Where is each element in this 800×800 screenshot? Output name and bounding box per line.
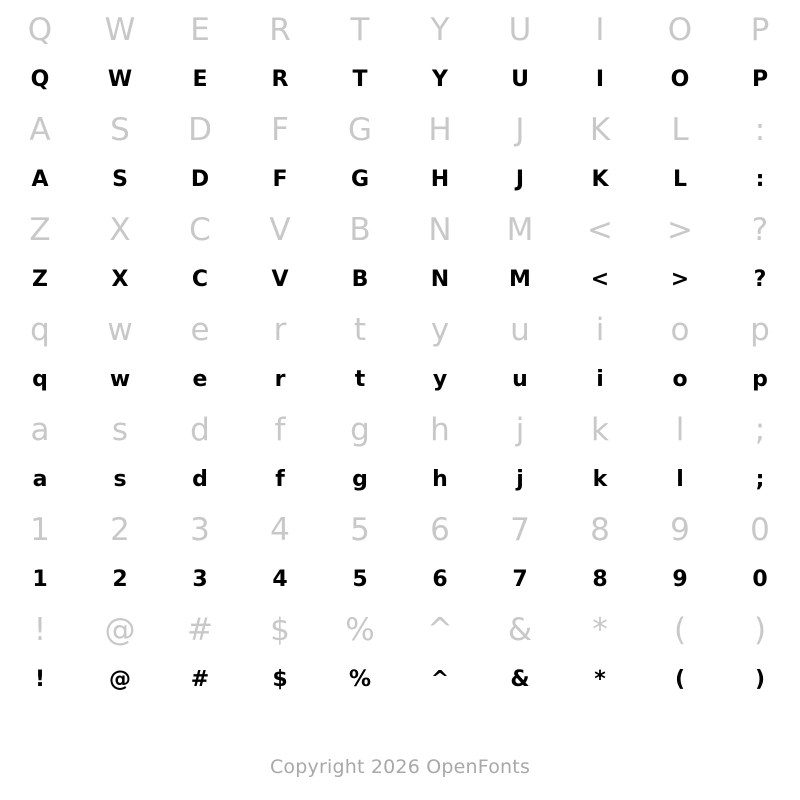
- glyph-cell: r: [273, 311, 287, 348]
- glyph-cell: 5: [350, 511, 370, 548]
- glyph-cell: 8: [590, 511, 610, 548]
- glyph-cell: 0: [752, 567, 768, 592]
- glyph-cell: l: [676, 467, 684, 492]
- glyph-row-light: [0, 4, 800, 56]
- glyph-cell: M: [506, 211, 534, 248]
- glyph-cell: d: [192, 467, 208, 492]
- glyph-row-bold: [0, 356, 800, 404]
- glyph-cell: M: [509, 267, 531, 292]
- glyph-cell: J: [515, 111, 525, 148]
- glyph-cell: P: [751, 67, 769, 92]
- glyph-cell: X: [109, 211, 131, 248]
- glyph-cell: F: [271, 111, 289, 148]
- glyph-row-bold: [0, 56, 800, 104]
- glyph-cell: f: [274, 411, 286, 448]
- glyph-cell: P: [750, 11, 770, 48]
- glyph-cell: u: [512, 367, 528, 392]
- glyph-cell: O: [667, 11, 693, 48]
- glyph-cell: q: [30, 311, 50, 348]
- glyph-cell: f: [275, 467, 285, 492]
- glyph-cell: t: [354, 367, 366, 392]
- glyph-cell: R: [269, 11, 291, 48]
- glyph-cell: $: [270, 611, 290, 648]
- glyph-cell: S: [112, 167, 128, 192]
- glyph-cell: o: [670, 311, 690, 348]
- glyph-cell: >: [667, 211, 693, 248]
- glyph-row-bold: [0, 456, 800, 504]
- glyph-cell: *: [594, 667, 606, 692]
- glyph-cell: w: [109, 367, 131, 392]
- glyph-cell: ): [753, 611, 767, 648]
- glyph-cell: a: [32, 467, 48, 492]
- glyph-cell: 6: [430, 511, 450, 548]
- glyph-cell: D: [188, 111, 212, 148]
- glyph-cell: p: [750, 311, 770, 348]
- glyph-cell: j: [516, 467, 524, 492]
- glyph-cell: E: [192, 67, 208, 92]
- glyph-cell: i: [596, 367, 604, 392]
- glyph-cell: K: [589, 111, 611, 148]
- glyph-cell: C: [191, 267, 209, 292]
- glyph-cell: T: [350, 11, 370, 48]
- glyph-cell: #: [187, 611, 213, 648]
- glyph-cell: W: [104, 11, 136, 48]
- glyph-cell: 1: [32, 567, 48, 592]
- glyph-cell: H: [428, 111, 452, 148]
- glyph-cell: ;: [754, 411, 766, 448]
- glyph-cell: 1: [30, 511, 50, 548]
- glyph-cell: S: [110, 111, 130, 148]
- glyph-cell: s: [113, 467, 127, 492]
- glyph-cell: F: [272, 167, 288, 192]
- glyph-cell: H: [430, 167, 450, 192]
- glyph-cell: C: [189, 211, 211, 248]
- glyph-cell: &: [507, 611, 533, 648]
- glyph-cell: g: [350, 411, 370, 448]
- glyph-cell: 6: [432, 567, 448, 592]
- glyph-cell: X: [111, 267, 129, 292]
- glyph-cell: ^: [427, 611, 453, 648]
- glyph-cell: 9: [672, 567, 688, 592]
- copyright-notice: Copyright 2026 OpenFonts: [269, 756, 531, 778]
- glyph-cell: %: [348, 667, 372, 692]
- glyph-cell: 0: [750, 511, 770, 548]
- glyph-cell: L: [672, 167, 688, 192]
- glyph-row-light: [0, 504, 800, 556]
- glyph-cell: V: [269, 211, 291, 248]
- glyph-row-light: [0, 604, 800, 656]
- glyph-row-light: [0, 404, 800, 456]
- glyph-cell: h: [432, 467, 448, 492]
- glyph-cell: i: [595, 311, 605, 348]
- glyph-cell: &: [510, 667, 530, 692]
- glyph-row-bold: [0, 156, 800, 204]
- glyph-cell: 7: [510, 511, 530, 548]
- glyph-cell: k: [592, 467, 608, 492]
- glyph-cell: %: [345, 611, 375, 648]
- glyph-cell: q: [32, 367, 48, 392]
- glyph-row-light: [0, 104, 800, 156]
- glyph-cell: t: [353, 311, 367, 348]
- glyph-cell: !: [33, 611, 47, 648]
- glyph-cell: :: [754, 111, 766, 148]
- glyph-row-light: [0, 304, 800, 356]
- glyph-cell: A: [31, 167, 49, 192]
- glyph-cell: N: [430, 267, 450, 292]
- glyph-cell: $: [272, 667, 288, 692]
- glyph-cell: Y: [432, 67, 448, 92]
- glyph-cell: e: [190, 311, 210, 348]
- glyph-cell: ;: [755, 467, 765, 492]
- glyph-cell: g: [352, 467, 368, 492]
- glyph-cell: 3: [190, 511, 210, 548]
- glyph-cell: 7: [512, 567, 528, 592]
- glyph-cell: y: [430, 311, 450, 348]
- glyph-cell: U: [511, 67, 529, 92]
- glyph-cell: r: [274, 367, 286, 392]
- glyph-cell: ?: [753, 267, 767, 292]
- glyph-row-light: [0, 204, 800, 256]
- glyph-cell: <: [587, 211, 613, 248]
- glyph-cell: 5: [352, 567, 368, 592]
- glyph-cell: h: [430, 411, 450, 448]
- glyph-cell: B: [351, 267, 369, 292]
- glyph-cell: Z: [32, 267, 48, 292]
- glyph-cell: I: [595, 11, 605, 48]
- glyph-cell: B: [349, 211, 371, 248]
- glyph-cell: *: [592, 611, 608, 648]
- glyph-row-bold: [0, 256, 800, 304]
- glyph-cell: s: [111, 411, 129, 448]
- glyph-cell: 4: [270, 511, 290, 548]
- glyph-cell: L: [671, 111, 689, 148]
- glyph-cell: 2: [110, 511, 130, 548]
- glyph-cell: >: [670, 267, 690, 292]
- glyph-cell: 3: [192, 567, 208, 592]
- glyph-cell: V: [271, 267, 289, 292]
- glyph-cell: I: [595, 67, 605, 92]
- glyph-cell: !: [34, 667, 46, 692]
- glyph-cell: R: [271, 67, 289, 92]
- glyph-cell: 4: [272, 567, 288, 592]
- glyph-cell: 9: [670, 511, 690, 548]
- glyph-cell: e: [192, 367, 208, 392]
- glyph-cell: D: [190, 167, 210, 192]
- glyph-cell: 2: [112, 567, 128, 592]
- glyph-cell: j: [515, 411, 525, 448]
- glyph-cell: ^: [430, 667, 450, 692]
- glyph-cell: U: [508, 11, 532, 48]
- glyph-cell: y: [432, 367, 448, 392]
- glyph-cell: O: [670, 67, 690, 92]
- glyph-cell: A: [29, 111, 51, 148]
- glyph-row-bold: [0, 656, 800, 704]
- glyph-cell: d: [190, 411, 210, 448]
- glyph-cell: Z: [29, 211, 51, 248]
- glyph-cell: a: [30, 411, 50, 448]
- glyph-cell: @: [104, 611, 136, 648]
- glyph-cell: (: [673, 611, 687, 648]
- glyph-cell: G: [347, 111, 373, 148]
- glyph-cell: Y: [430, 11, 450, 48]
- glyph-cell: Q: [30, 67, 50, 92]
- glyph-cell: <: [590, 267, 610, 292]
- glyph-cell: K: [591, 167, 609, 192]
- glyph-cell: E: [190, 11, 210, 48]
- glyph-cell: Q: [27, 11, 53, 48]
- glyph-cell: k: [591, 411, 609, 448]
- glyph-cell: p: [752, 367, 768, 392]
- glyph-cell: (: [674, 667, 686, 692]
- glyph-cell: T: [352, 67, 368, 92]
- glyph-row-bold: [0, 556, 800, 604]
- glyph-cell: u: [510, 311, 530, 348]
- glyph-cell: l: [675, 411, 685, 448]
- glyph-cell: @: [109, 667, 131, 692]
- glyph-cell: ): [754, 667, 766, 692]
- glyph-cell: w: [107, 311, 133, 348]
- glyph-cell: 8: [592, 567, 608, 592]
- glyph-cell: ?: [751, 211, 769, 248]
- glyph-cell: :: [755, 167, 765, 192]
- glyph-cell: J: [515, 167, 525, 192]
- glyph-cell: N: [428, 211, 452, 248]
- glyph-cell: #: [190, 667, 210, 692]
- glyph-cell: G: [350, 167, 370, 192]
- glyph-cell: W: [107, 67, 133, 92]
- glyph-cell: o: [672, 367, 688, 392]
